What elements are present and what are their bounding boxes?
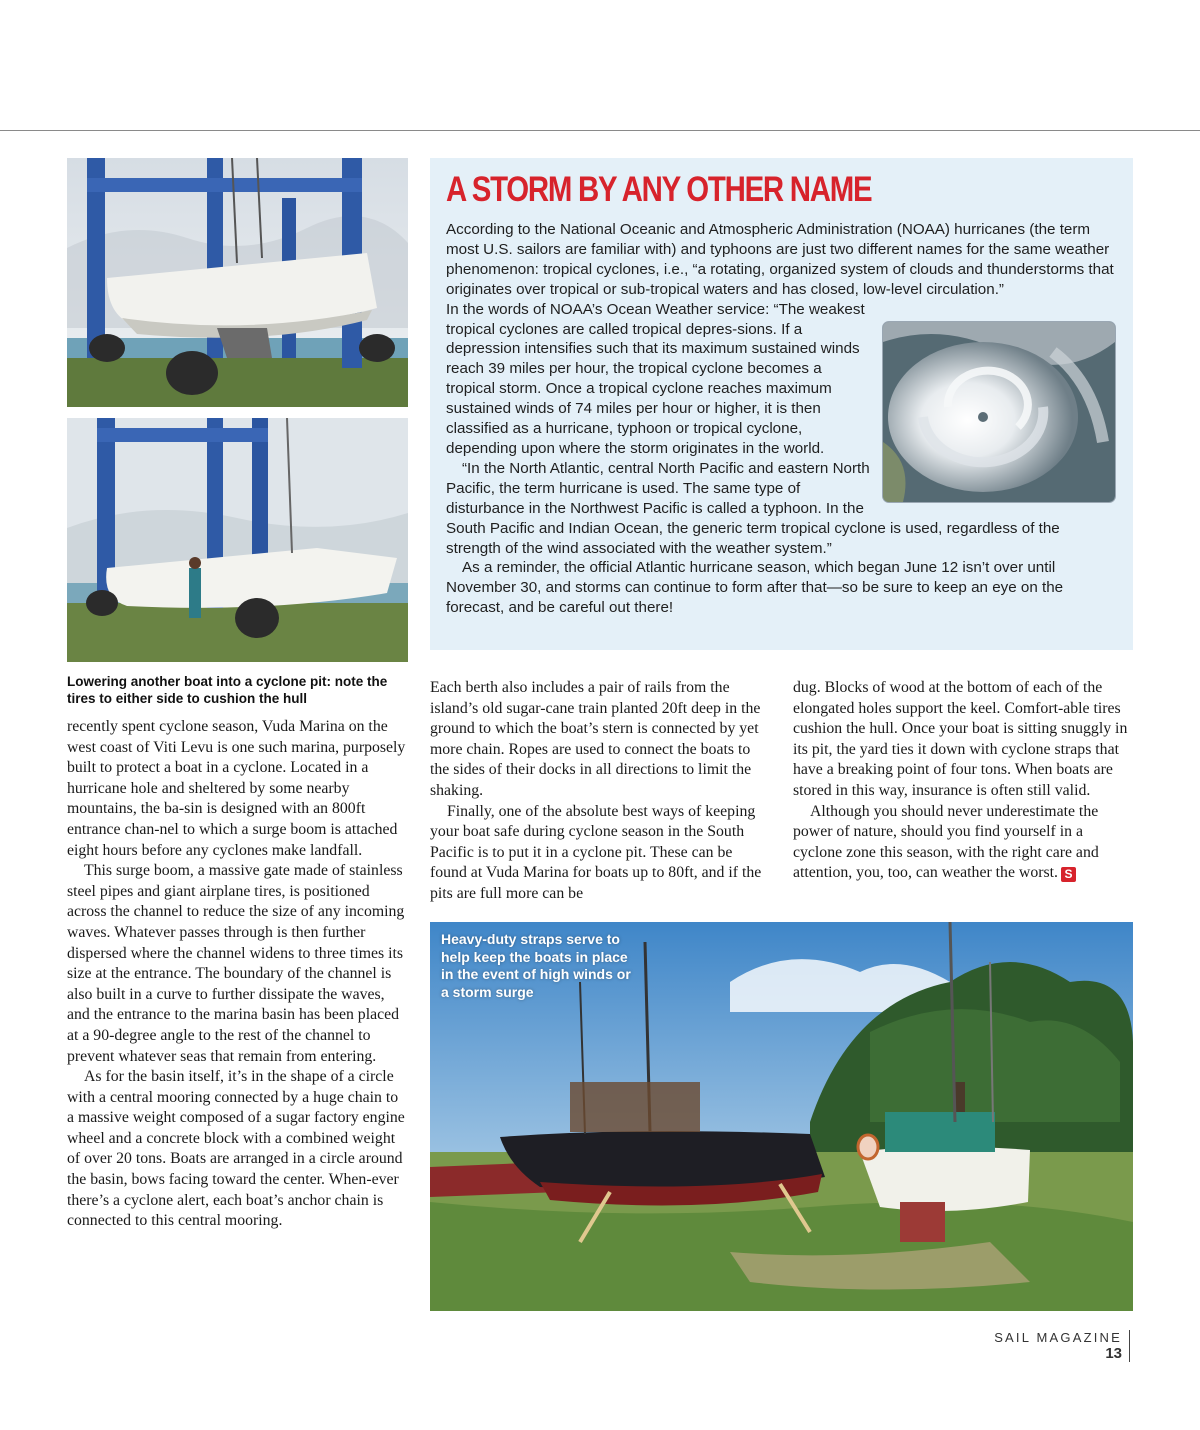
big-photo-caption: Heavy-duty straps serve to help keep the boats in place in the event of high winds or a storm surge — [441, 931, 631, 1000]
page-footer — [994, 1330, 1130, 1362]
boat-in-travel-lift-photo — [67, 158, 408, 407]
sidebar-text — [446, 220, 1116, 618]
column3-paragraph-1: dug. Blocks of wood at the bottom of each of the elongated holes support the keel. Comfort-able tires cushion the hull. Once your boat is sitting snuggly in its pit, the yard ties it down with cyclone straps that have a breaking point of four tons. When boats are stored in this way, insurance is often still valid. — [793, 679, 1128, 799]
end-mark-icon: S — [1061, 867, 1076, 882]
sidebar-paragraph-3: “In the North Atlantic, central North Pacific and eastern North Pacific, the term hurricane is used. The same type of disturbance in the Northwest Pacific is called a typhoon. In the South Pacific and Indian Ocean, the generic term tropical cyclone is used, regardless of the strength of the wind associated with the weather system.” — [446, 459, 1060, 557]
article-column-1 — [67, 717, 407, 1232]
sidebar-title: A STORM BY ANY OTHER NAME — [446, 170, 872, 209]
column1-paragraph-1: recently spent cyclone season, Vuda Marina on the west coast of Viti Levu is one such marina, purposely built to protect a boat in a cyclone. Located in a hurricane hole and sheltered by some nearby mountains, the ba-sin is designed with an 800ft entrance chan-nel to which a surge boom is attached eight hours before any cyclones make landfall. — [67, 718, 406, 859]
header-rule — [0, 130, 1200, 131]
article-column-2 — [430, 678, 772, 905]
sidebar-paragraph-4: As a reminder, the official Atlantic hurricane season, which began June 12 isn’t over until November 30, and storms can continue to form after that—so be sure to keep an eye on the forecast, and be careful out there! — [446, 559, 1064, 617]
sidebar-paragraph-1: According to the National Oceanic and Atmospheric Administration (NOAA) hurricanes (the term most U.S. sailors are familiar with) and typhoons are just two different names for the same weather phenomenon: tropical cyclones, i.e., “a rotating, organized system of clouds and thunderstorms that originates over tropical or sub-tropical waters and has closed, low-level circulation.” — [446, 221, 1114, 298]
column2-paragraph-2: Finally, one of the absolute best ways of keeping your boat safe during cyclone season in the South Pacific is to put it in a cyclone pit. These can be found at Vuda Marina for boats up to 80ft, and if the pits are full more can be — [430, 802, 762, 902]
boat-lowering-into-pit-photo — [67, 418, 408, 662]
sidebar-box — [430, 158, 1133, 650]
page-number: 13 — [1105, 1345, 1122, 1362]
article-column-3 — [793, 678, 1135, 884]
column3-paragraph-2-text: Although you should never underestimate the power of nature, should you find yourself in a cyclone zone this season, with the right care and attention, you, too, can weather the worst. — [793, 802, 1099, 882]
sidebar-paragraph-2: In the words of NOAA’s Ocean Weather service: “The weakest tropical cyclones are called tropical depres-sions. If a depression intensifies such that its maximum sustained winds reach 39 miles per hour, the tropical cyclone becomes a tropical storm. Once a tropical cyclone reaches maximum sustained winds of 74 miles per hour or higher, it is then classified as a hurricane, typhoon or tropical cyclone, depending upon where the storm originates in the world. — [446, 300, 865, 457]
magazine-name: SAIL MAGAZINE — [994, 1330, 1122, 1345]
column2-paragraph-1: Each berth also includes a pair of rails from the island’s old sugar-cane train planted 20ft deep in the ground to which the boat’s stern is connected by yet more chain. Ropes are used to connect the boats to the sides of their docks in all directions to limit the shaking. — [430, 679, 761, 799]
column1-paragraph-2: This surge boom, a massive gate made of stainless steel pipes and giant airplane tires, is positioned across the channel to reduce the size of any incoming waves. Whatever passes through is then further dispersed where the channel widens to three times its size at the entrance. The boundary of the channel is also built in a curve to further dissipate the waves, and the entrance to the marina basin has been placed at a 90-degree angle to the rest of the channel to prevent whatever seas that remain from entering. — [67, 862, 405, 1065]
photo-caption: Lowering another boat into a cyclone pit: note the tires to either side to cushion the hull — [67, 674, 388, 706]
hurricane-satellite-photo — [882, 321, 1116, 503]
column3-paragraph-2 — [793, 802, 1135, 884]
column1-paragraph-3: As for the basin itself, it’s in the shape of a circle with a central mooring connected by a huge chain to a massive weight composed of a sugar factory engine wheel and a concrete block with a combined weight of over 20 tons. Boats are arranged in a circle around the basin, bows facing toward the center. When-ever there’s a cyclone alert, each boat’s anchor chain is connected to this central mooring. — [67, 1068, 405, 1230]
